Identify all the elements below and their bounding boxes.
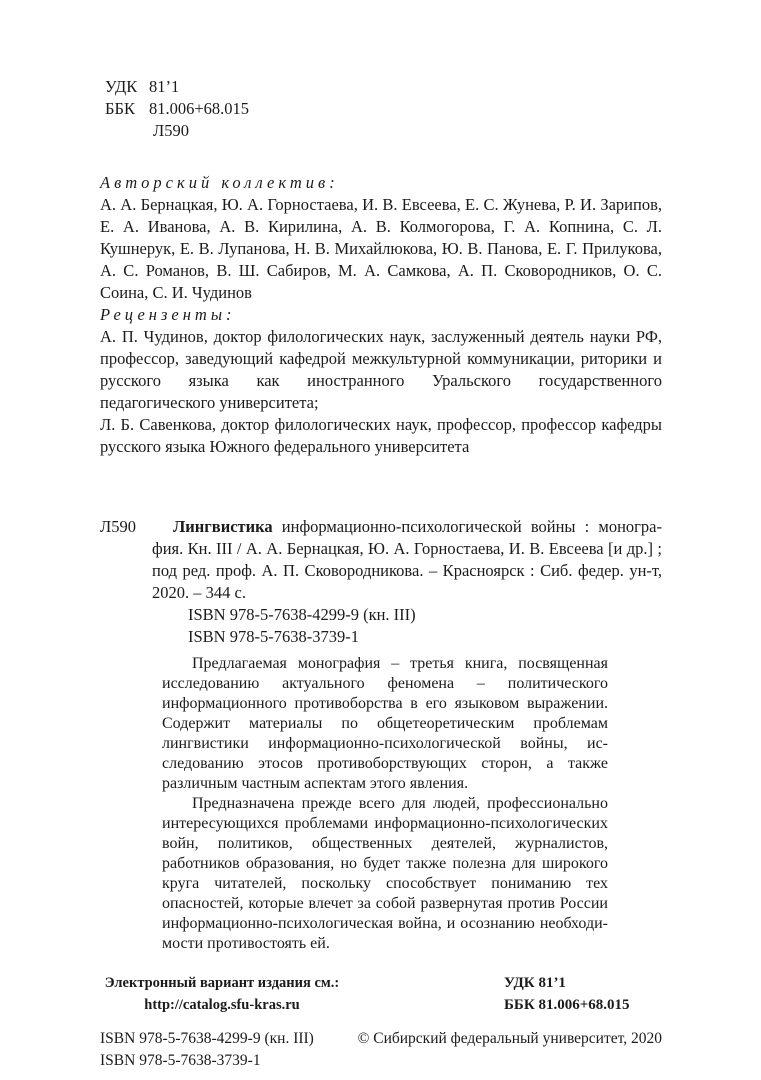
udk-row <box>100 76 662 98</box>
electronic-edition-block <box>104 972 340 1016</box>
bbk-row <box>100 98 662 120</box>
annotation <box>162 654 608 954</box>
catalog-code: Л590 <box>100 517 136 536</box>
catalog-isbn-book: ISBN 978-5-7638-4299-9 (кн. III) <box>188 605 416 624</box>
catalog-entry-description: информационно-психологической войны : монография. Кн. III / А. А. Бернацкая, Ю. А. Горностаева, И. В. Евсеева [и др.] ; под ред. проф. А. П. Сковородникова. – Красноярск : Сиб. федер. ун-т, 2020. – 344 с. <box>152 517 662 602</box>
book-code: Л590 <box>153 121 189 140</box>
catalog-entry <box>100 516 662 648</box>
copyright-line: © Сибирский федеральный университет, 2020 <box>357 1030 662 1047</box>
annotation-paragraph: Предлагаемая монография – третья книга, посвященная исследованию актуального феномена – политического информационного противоборства в его языковом выражении. Содержит материалы по общетеоретическим проблемам лингвистики информационно-психологической войны, исследованию этосов противоборствующих сторон, а также различным частным аспектам этого явления. <box>162 655 608 792</box>
reviewer-entry: Л. Б. Савенкова, доктор филологических наук, профессор, профессор кафедры русского языка Южного федерального университета <box>100 415 662 456</box>
top-codes <box>100 76 662 142</box>
bbk-value: 81.006+68.015 <box>149 99 250 118</box>
authors-heading: Авторский коллектив: <box>100 173 339 192</box>
bbk-label: ББК <box>105 99 135 118</box>
catalog-isbn-series: ISBN 978-5-7638-3739-1 <box>188 627 359 646</box>
electronic-edition-url: http://catalog.sfu-kras.ru <box>144 997 300 1013</box>
footer-bbk: ББК 81.006+68.015 <box>504 997 630 1013</box>
footer-udk: УДК 81’1 <box>504 975 566 991</box>
reviewer-entry: А. П. Чудинов, доктор филологических наук, заслуженный деятель науки РФ, профессор, заведующий кафедрой межкультурной коммуникации, риторики и русского языка как иностранного Уральского государственного педагогического университета; <box>100 327 662 412</box>
footer-isbn-book: ISBN 978-5-7638-4299-9 (кн. III) <box>100 1030 314 1047</box>
reviewers-heading: Рецензенты: <box>100 305 236 324</box>
electronic-edition-note: Электронный вариант издания см.: <box>104 975 340 991</box>
isbn-footer <box>100 1028 662 1072</box>
footer-codes <box>504 972 662 1016</box>
footer-row <box>100 972 662 1016</box>
footer-isbn-series: ISBN 978-5-7638-3739-1 <box>100 1052 261 1069</box>
udk-value: 81’1 <box>149 77 180 96</box>
catalog-body <box>152 516 662 648</box>
udk-label: УДК <box>105 77 138 96</box>
footer-isbn-block <box>100 1028 314 1072</box>
annotation-paragraph: Предназначена прежде всего для людей, профессионально интересующихся проблемами информационно-психологических войн, политиков, общественных деятелей, журналистов, работников образования, но будет также полезна для широкого круга читателей, поскольку способствует пониманию тех опасностей, которые влечет за собой развернутая против России информационно-психологическая война, и осознанию необходимости противостоять ей. <box>162 795 608 952</box>
authors-list: А. А. Бернацкая, Ю. А. Горностаева, И. В. Евсеева, Е. С. Жунева, Р. И. Зарипов, Е. А. Иванова, А. В. Кирилина, А. В. Колмогорова, Г. А. Копнина, С. Л. Кушнерук, Е. В. Лупанова, Н. В. Михайлюкова, Ю. В. Панова, Е. Г. Прилукова, А. С. Романов, В. Ш. Сабиров, М. А. Самкова, А. П. Сковородников, О. С. Соина, С. И. Чудинов <box>100 195 662 302</box>
book-code-row <box>100 120 662 142</box>
catalog-entry-text <box>152 516 662 604</box>
catalog-entry-title: Лингвистика <box>173 517 273 536</box>
